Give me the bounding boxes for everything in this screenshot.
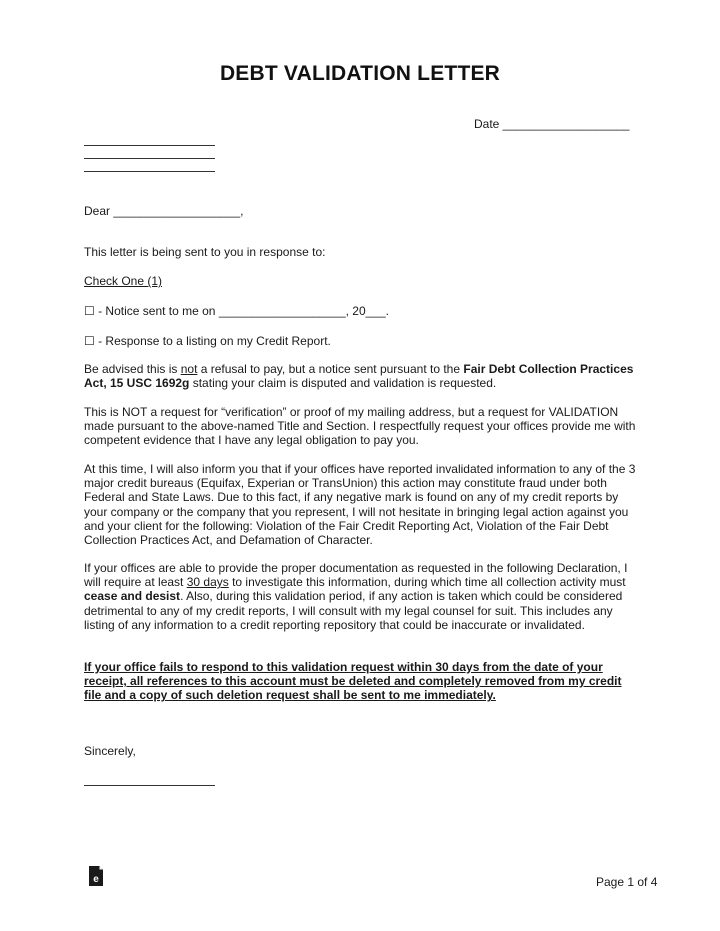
para4-cease: cease and desist (84, 589, 181, 604)
para4-30-days: 30 days (186, 575, 229, 590)
signature-line (84, 785, 215, 786)
document-title: DEBT VALIDATION LETTER (219, 62, 501, 85)
check-one-label: Check One (1) (84, 274, 163, 288)
intro-text: This letter is being sent to you in response to: (84, 245, 326, 259)
svg-text:e: e (93, 874, 99, 885)
eforms-logo-icon (88, 865, 104, 887)
para1-not: not (180, 362, 198, 376)
option-notice: ☐ - Notice sent to me on ___________________, 20___. (84, 304, 389, 318)
para1-e: stating your claim is disputed and validation is requested. (189, 376, 497, 391)
salutation: Dear ___________________, (84, 204, 244, 218)
paragraph-not-verification: This is NOT a request for “verification” or proof of my mailing address, but a request for VALIDATION made pursuant to the above-named Title and Section. I respectfully request your offices provide me with competent evidence that I have any legal obligation to pay you. (84, 405, 636, 448)
address-line-3 (84, 171, 215, 172)
closing: Sincerely, (84, 744, 136, 758)
para1-a: Be advised this is (84, 362, 181, 376)
page-number: Page 1 of 4 (596, 875, 658, 889)
address-line-2 (84, 158, 215, 159)
para1-act: Fair Debt Collection Practices Act, 15 USC 1692g (84, 362, 634, 391)
para4-e: . Also, during this validation period, if any action is taken which could be considered detrimental to any of my credit reports, I will consult with my legal counsel for suit. This includes any listing of any information to a credit reporting repository that could be inaccurate or invalidated. (84, 589, 623, 632)
paragraph-credit-bureaus: At this time, I will also inform you that if your offices have reported invalidated information to any of the 3 major credit bureaus (Equifax, Experian or TransUnion) this action may constitute fraud under both Federal and State Laws. Due to this fact, if any negative mark is found on any of my credit reports by your company or the company that you represent, I will not hesitate in bringing legal action against you and your client for the following: Violation of the Fair Credit Reporting Act, Violation of the Fair Debt Collection Practices Act, and Defamation of Character. (84, 462, 636, 548)
paragraph-deletion-notice: If your office fails to respond to this validation request within 30 days from the date of your receipt, all references to this account must be deleted and completely removed from my credit file and a copy of such deletion request shall be sent to me immediately. (84, 660, 622, 703)
option-credit-report: ☐ - Response to a listing on my Credit Report. (84, 334, 331, 348)
paragraph-documentation (84, 561, 640, 632)
para1-c: a refusal to pay, but a notice sent pursuant to the (197, 362, 464, 376)
paragraph-advised (84, 362, 640, 390)
para4-a: If your offices are able to provide the proper documentation as requested in the following Declaration, I will require at least (84, 561, 628, 590)
address-line-1 (84, 145, 215, 146)
para4-c: to investigate this information, during which time all collection activity must (228, 575, 626, 590)
date-line: Date ___________________ (474, 117, 630, 131)
check-one-wrapper (84, 274, 640, 288)
